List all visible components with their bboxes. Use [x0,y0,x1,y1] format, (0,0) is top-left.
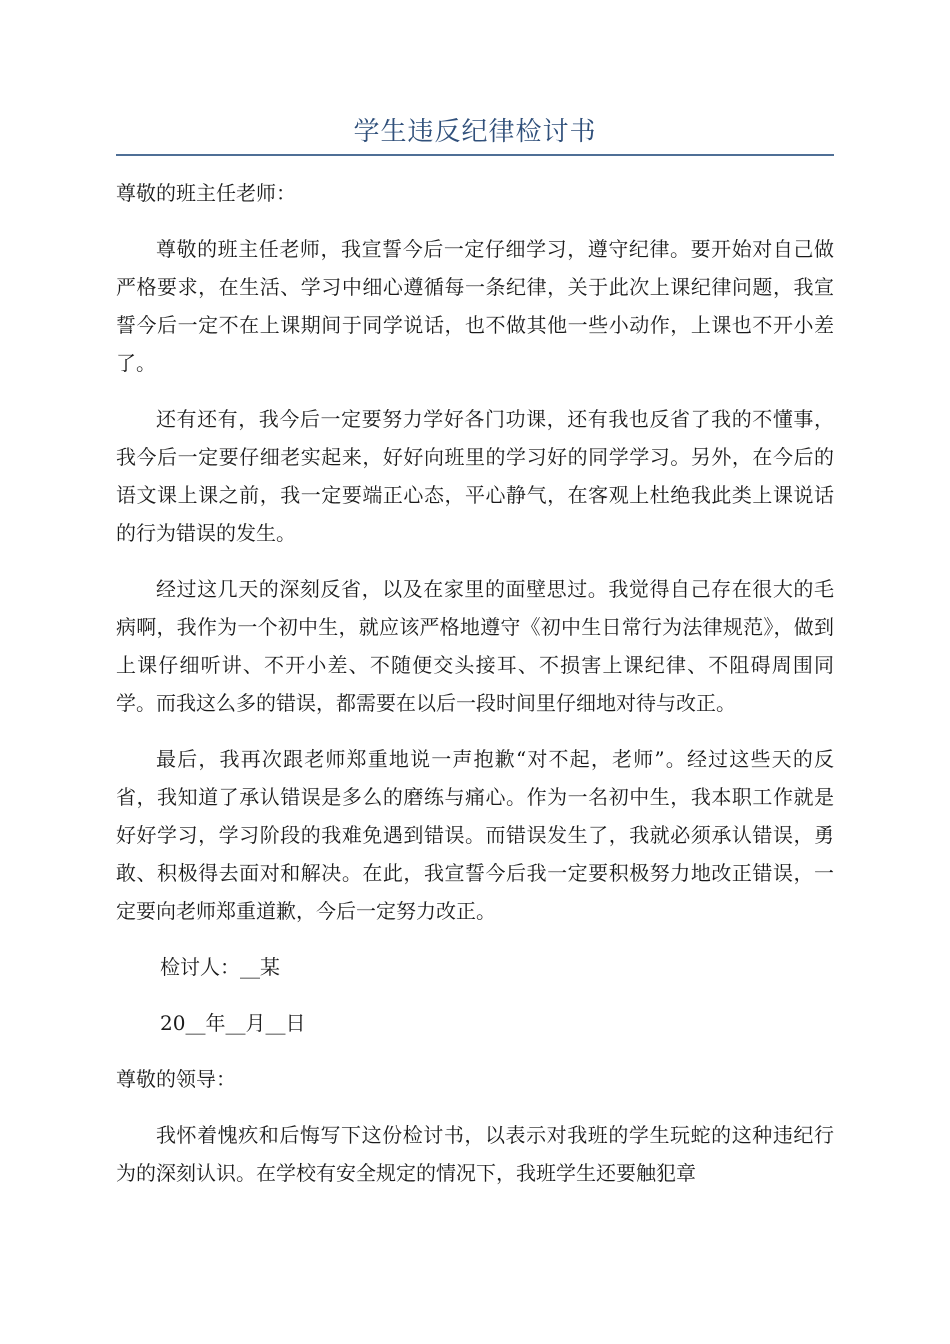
document-title: 学生违反纪律检讨书 [353,117,597,147]
paragraph: 我怀着愧疚和后悔写下这份检讨书，以表示对我班的学生玩蛇的这种违纪行为的深刻认识。在学校有安全规定的情况下，我班学生还要触犯章 [116,1123,834,1185]
paragraph: 还有还有，我今后一定要努力学好各门功课，还有我也反省了我的不懂事，我今后一定要仔细老实起来，好好向班里的学习好的同学学习。另外，在今后的语文课上课之前，我一定要端正心态，平心静气，在客观上杜绝我此类上课说话的行为错误的发生。 [116,407,834,545]
signer-line: 检讨人：__某 [160,955,280,979]
salutation-teacher: 尊敬的班主任老师： [116,181,296,205]
salutation-leader: 尊敬的领导： [116,1067,236,1091]
document-body [116,174,834,1210]
paragraph: 最后，我再次跟老师郑重地说一声抱歉“对不起，老师”。经过这些天的反省，我知道了承认错误是多么的磨练与痛心。作为一名初中生，我本职工作就是好好学习，学习阶段的我难免遇到错误。而错误发生了，我就必须承认错误，勇敢、积极得去面对和解决。在此，我宣誓今后我一定要积极努力地改正错误，一定要向老师郑重道歉，今后一定努力改正。 [116,747,834,923]
paragraph: 尊敬的班主任老师，我宣誓今后一定仔细学习，遵守纪律。要开始对自己做严格要求，在生活、学习中细心遵循每一条纪律，关于此次上课纪律问题，我宣誓今后一定不在上课期间于同学说话，也不做其他一些小动作，上课也不开小差了。 [116,237,834,375]
title-underline [116,154,834,156]
paragraph: 经过这几天的深刻反省，以及在家里的面壁思过。我觉得自己存在很大的毛病啊，我作为一个初中生，就应该严格地遵守《初中生日常行为法律规范》，做到上课仔细听讲、不开小差、不随便交头接耳、不损害上课纪律、不阻碍周围同学。而我这么多的错误，都需要在以后一段时间里仔细地对待与改正。 [116,577,834,715]
date-line: 20__年__月__日 [160,1011,306,1035]
